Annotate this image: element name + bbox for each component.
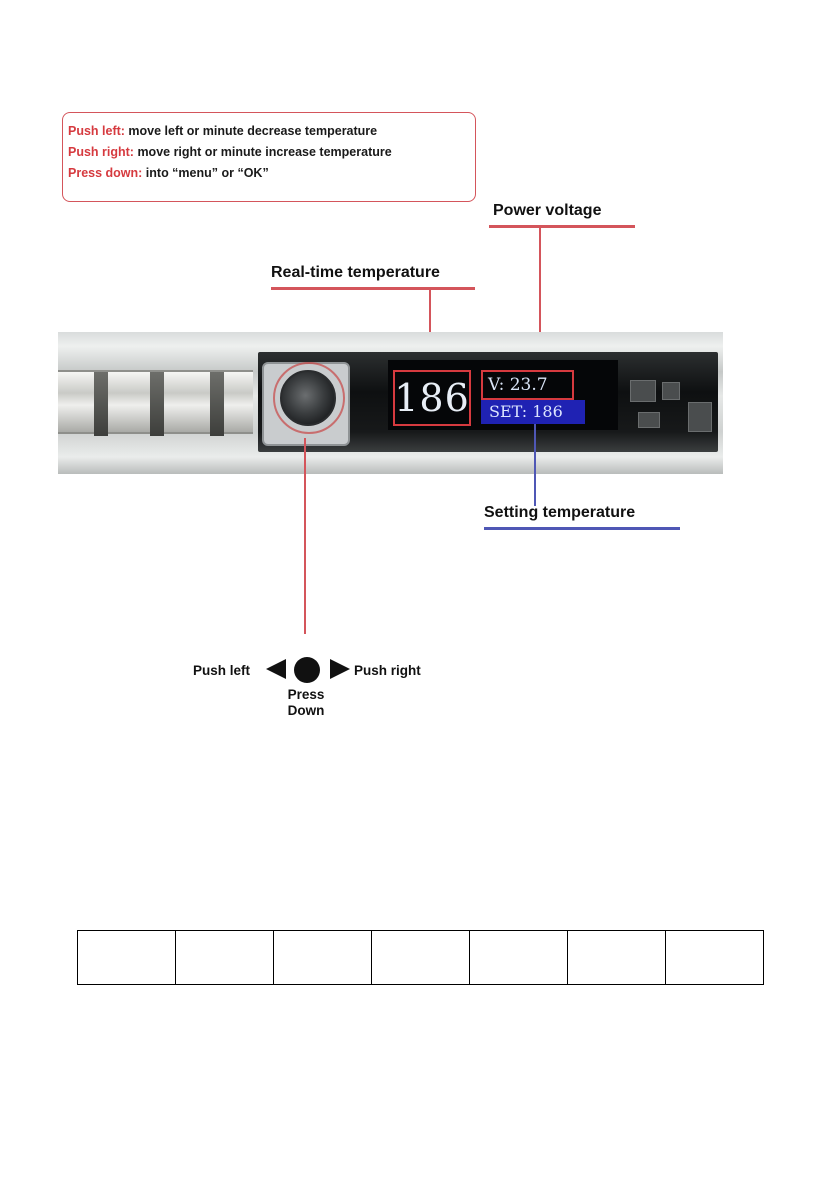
- instruction-push-left: [68, 121, 475, 142]
- instruction-press-down: [68, 163, 475, 184]
- table-cell: [78, 931, 176, 985]
- joystick-knob: [280, 370, 336, 426]
- power-voltage-underline: [489, 225, 635, 228]
- left-arrow-icon: [266, 659, 286, 679]
- instruction-text: into “menu” or “OK”: [142, 166, 269, 180]
- pcb-component: [688, 402, 712, 432]
- table-cell: [176, 931, 274, 985]
- power-voltage-label: Power voltage: [493, 202, 602, 219]
- blank-table: [77, 930, 764, 985]
- push-right-label: Push right: [354, 663, 421, 678]
- realtime-temperature-label: Real-time temperature: [271, 264, 440, 281]
- instruction-key: Push left:: [68, 124, 125, 138]
- pcb-component: [638, 412, 660, 428]
- table-cell: [666, 931, 764, 985]
- press-dot-icon: [294, 657, 320, 683]
- setting-temperature-label: Setting temperature: [484, 504, 636, 521]
- tube-band: [94, 372, 108, 436]
- table-cell: [568, 931, 666, 985]
- tube-band: [150, 372, 164, 436]
- table-row: [78, 931, 764, 985]
- tube-band: [210, 372, 224, 436]
- push-left-label: Push left: [193, 663, 251, 678]
- press-down-label: [283, 687, 329, 719]
- right-arrow-icon: [330, 659, 350, 679]
- setting-temperature-underline: [484, 527, 680, 530]
- press-line: Press: [287, 687, 325, 702]
- realtime-temperature-readout: 186: [393, 370, 471, 426]
- instruction-key: Press down:: [68, 166, 143, 180]
- table-cell: [470, 931, 568, 985]
- instruction-text: move right or minute increase temperature: [133, 145, 392, 159]
- pcb-component: [662, 382, 680, 400]
- instruction-key: Push right:: [68, 145, 134, 159]
- instruction-push-right: [68, 142, 475, 163]
- pcb-component: [630, 380, 656, 402]
- power-voltage-readout: V: 23.7: [481, 370, 574, 400]
- joystick-pointer: [304, 438, 306, 634]
- setting-temperature-readout: SET: 186: [481, 400, 585, 424]
- table-cell: [372, 931, 470, 985]
- table-cell: [274, 931, 372, 985]
- instruction-text: move left or minute decrease temperature: [124, 124, 378, 138]
- setting-temperature-pointer: [534, 424, 536, 506]
- realtime-temperature-underline: [271, 287, 475, 290]
- instructions-box: [62, 112, 476, 202]
- soldering-iron-photo: [58, 332, 723, 474]
- iron-handle-tube: [58, 370, 253, 434]
- down-line: Down: [287, 703, 325, 718]
